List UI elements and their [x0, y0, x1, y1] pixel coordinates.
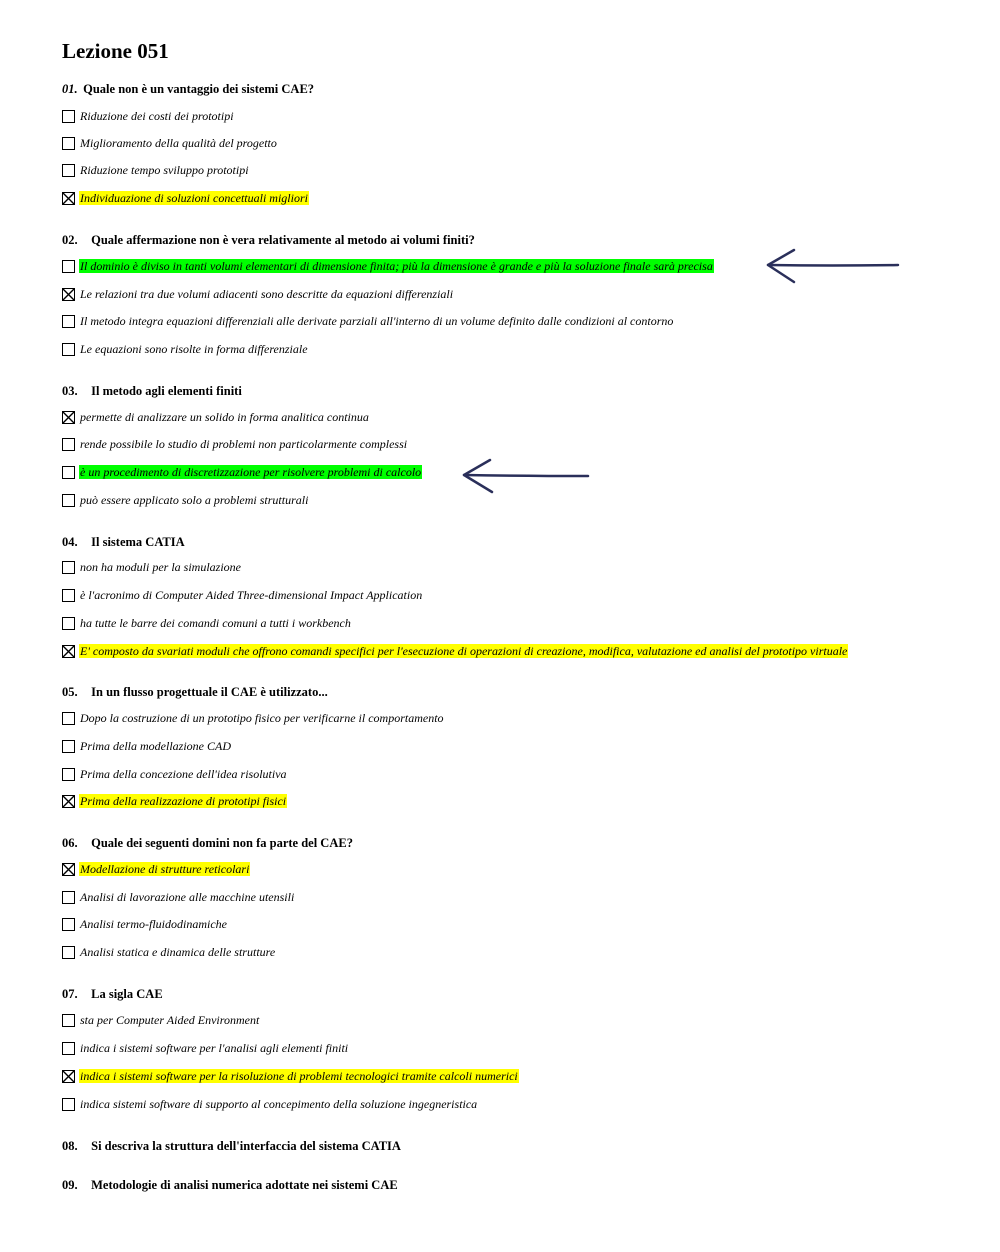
question-number: 05. [62, 685, 78, 699]
page-title: Lezione 051 [62, 39, 169, 63]
answer-option[interactable] [62, 916, 228, 932]
question-text: Metodologie di analisi numerica adottate nei sistemi CAE [91, 1178, 398, 1192]
option-text: non ha moduli per la simulazione [80, 560, 241, 574]
checkbox[interactable] [62, 891, 75, 904]
option-text: Dopo la costruzione di un prototipo fisico per verificarne il comportamento [80, 711, 444, 725]
checkbox[interactable] [62, 768, 75, 781]
cross-icon [62, 192, 75, 205]
question-number: 03. [62, 384, 78, 398]
question-01 [62, 81, 314, 97]
question-07 [62, 986, 163, 1002]
checkbox[interactable] [62, 164, 75, 177]
option-text: Analisi statica e dinamica delle strutture [80, 945, 276, 959]
answer-option[interactable] [62, 766, 288, 782]
answer-option[interactable] [62, 643, 848, 659]
checkbox[interactable] [62, 343, 75, 356]
answer-option[interactable] [62, 1068, 519, 1084]
cross-icon [62, 795, 75, 808]
checkbox-checked[interactable] [62, 645, 75, 658]
answer-option[interactable] [62, 464, 422, 480]
option-text: può essere applicato solo a problemi strutturali [80, 493, 309, 507]
answer-option[interactable] [62, 559, 242, 575]
option-text: Il metodo integra equazioni differenziali alle derivate parziali all'interno di un volume definito dalle condizioni al contorno [80, 314, 674, 328]
checkbox-checked[interactable] [62, 192, 75, 205]
cross-icon [62, 288, 75, 301]
checkbox[interactable] [62, 438, 75, 451]
checkbox[interactable] [62, 137, 75, 150]
question-number: 09. [62, 1178, 78, 1192]
option-text: rende possibile lo studio di problemi non particolarmente complessi [80, 437, 408, 451]
answer-option[interactable] [62, 108, 235, 124]
option-text: indica sistemi software di supporto al concepimento della soluzione ingegneristica [80, 1097, 478, 1111]
checkbox-checked[interactable] [62, 288, 75, 301]
question-08 [62, 1138, 401, 1154]
checkbox[interactable] [62, 1014, 75, 1027]
arrow-left-icon [762, 246, 902, 286]
option-text: è un procedimento di discretizzazione per risolvere problemi di calcolo [80, 465, 422, 479]
answer-option[interactable] [62, 710, 445, 726]
option-text: Analisi termo-fluidodinamiche [80, 917, 227, 931]
answer-option[interactable] [62, 162, 250, 178]
question-number: 07. [62, 987, 78, 1001]
question-number: 06. [62, 836, 78, 850]
answer-option[interactable] [62, 286, 454, 302]
checkbox[interactable] [62, 110, 75, 123]
checkbox[interactable] [62, 617, 75, 630]
question-text: Il sistema CATIA [91, 535, 185, 549]
question-number: 04. [62, 535, 78, 549]
option-text: indica i sistemi software per l'analisi agli elementi finiti [80, 1041, 349, 1055]
question-05 [62, 684, 328, 700]
checkbox-checked[interactable] [62, 795, 75, 808]
question-text: Quale affermazione non è vera relativamente al metodo ai volumi finiti? [91, 233, 475, 247]
answer-option[interactable] [62, 1096, 478, 1112]
option-text: E' composto da svariati moduli che offrono comandi specifici per l'esecuzione di operazioni di creazione, modifica, valutazione ed analisi del prototipo virtuale [80, 644, 848, 658]
checkbox-checked[interactable] [62, 1070, 75, 1083]
question-06 [62, 835, 353, 851]
answer-option[interactable] [62, 944, 276, 960]
checkbox[interactable] [62, 315, 75, 328]
answer-option[interactable] [62, 889, 295, 905]
checkbox[interactable] [62, 494, 75, 507]
question-text: In un flusso progettuale il CAE è utilizzato... [91, 685, 328, 699]
option-text: è l'acronimo di Computer Aided Three-dimensional Impact Application [80, 588, 423, 602]
option-text: Le relazioni tra due volumi adiacenti sono descritte da equazioni differenziali [80, 287, 454, 301]
option-text: Riduzione tempo sviluppo prototipi [80, 163, 249, 177]
option-text: Le equazioni sono risolte in forma differenziale [80, 342, 308, 356]
option-text: Prima della realizzazione di prototipi fisici [80, 794, 287, 808]
checkbox-checked[interactable] [62, 411, 75, 424]
cross-icon [62, 645, 75, 658]
answer-option[interactable] [62, 615, 352, 631]
option-text: ha tutte le barre dei comandi comuni a tutti i workbench [80, 616, 351, 630]
checkbox[interactable] [62, 1042, 75, 1055]
answer-option[interactable] [62, 587, 423, 603]
answer-option[interactable] [62, 258, 714, 274]
cross-icon [62, 411, 75, 424]
option-text: Il dominio è diviso in tanti volumi elementari di dimensione finita; più la dimensione è grande e più la soluzione finale sarà precisa [80, 259, 713, 273]
question-text: Si descriva la struttura dell'interfaccia del sistema CATIA [91, 1139, 401, 1153]
option-text: Riduzione dei costi dei prototipi [80, 109, 234, 123]
checkbox[interactable] [62, 260, 75, 273]
answer-option[interactable] [62, 738, 232, 754]
answer-option[interactable] [62, 1040, 349, 1056]
option-text: indica i sistemi software per la risoluzione di problemi tecnologici tramite calcoli numerici [80, 1069, 518, 1083]
cross-icon [62, 863, 75, 876]
question-text: Quale dei seguenti domini non fa parte del CAE? [91, 836, 353, 850]
option-text: Individuazione di soluzioni concettuali migliori [80, 191, 308, 205]
answer-option[interactable] [62, 793, 287, 809]
answer-option[interactable] [62, 190, 309, 206]
question-04 [62, 534, 185, 550]
checkbox[interactable] [62, 946, 75, 959]
checkbox[interactable] [62, 918, 75, 931]
answer-option[interactable] [62, 436, 408, 452]
question-text: Quale non è un vantaggio dei sistemi CAE? [83, 82, 315, 96]
answer-option[interactable] [62, 135, 278, 151]
checkbox[interactable] [62, 561, 75, 574]
option-text: Prima della concezione dell'idea risolutiva [80, 767, 287, 781]
option-text: permette di analizzare un solido in forma analitica continua [80, 410, 369, 424]
answer-option[interactable] [62, 492, 309, 508]
checkbox[interactable] [62, 1098, 75, 1111]
checkbox[interactable] [62, 712, 75, 725]
answer-option[interactable] [62, 341, 309, 357]
question-03 [62, 383, 242, 399]
option-text: Miglioramento della qualità del progetto [80, 136, 277, 150]
option-text: Prima della modellazione CAD [80, 739, 231, 753]
answer-option[interactable] [62, 313, 674, 329]
answer-option[interactable] [62, 409, 370, 425]
cross-icon [62, 1070, 75, 1083]
checkbox[interactable] [62, 466, 75, 479]
question-02 [62, 232, 475, 248]
option-text: Analisi di lavorazione alle macchine utensili [80, 890, 295, 904]
checkbox-checked[interactable] [62, 863, 75, 876]
question-number: 01. [62, 82, 78, 96]
answer-option[interactable] [62, 861, 250, 877]
question-number: 08. [62, 1139, 78, 1153]
question-number: 02. [62, 233, 78, 247]
question-text: Il metodo agli elementi finiti [91, 384, 242, 398]
option-text: sta per Computer Aided Environment [80, 1013, 260, 1027]
option-text: Modellazione di strutture reticolari [80, 862, 250, 876]
checkbox[interactable] [62, 589, 75, 602]
arrow-left-icon [458, 456, 592, 496]
question-text: La sigla CAE [91, 987, 163, 1001]
answer-option[interactable] [62, 1012, 260, 1028]
question-09 [62, 1177, 398, 1193]
checkbox[interactable] [62, 740, 75, 753]
